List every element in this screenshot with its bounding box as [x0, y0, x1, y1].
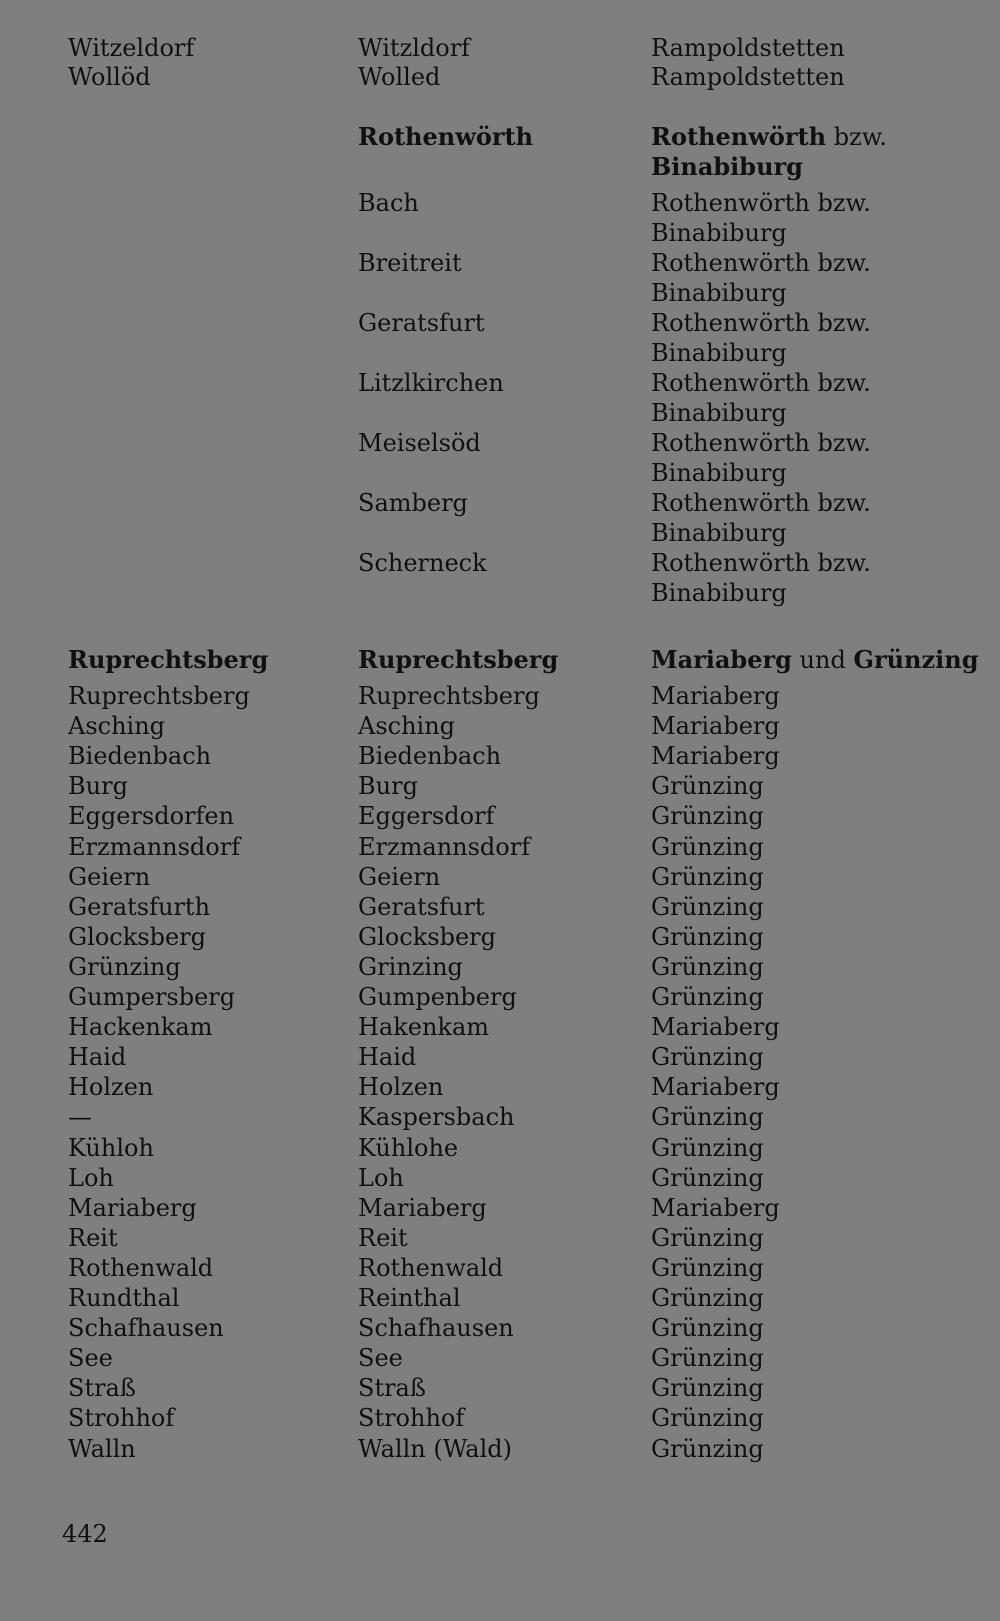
parish-cell: Grünzing [651, 983, 764, 1011]
parish-cell: Grünzing [651, 1374, 764, 1402]
section-heading-parish [651, 645, 978, 675]
table-row [0, 1403, 1000, 1433]
current-name-cell: Kühlohe [358, 1134, 459, 1162]
current-name-cell: Ruprechtsberg [358, 682, 540, 710]
table-row [0, 1163, 1000, 1193]
table-row [0, 488, 1000, 518]
parish-cell: Grünzing [651, 1284, 764, 1312]
parish-cell: Grünzing [651, 1404, 764, 1432]
heading-normal-text: bzw. [833, 123, 888, 151]
current-name-cell: Holzen [358, 1073, 444, 1101]
heading-bold-text: Mariaberg [651, 645, 792, 674]
current-name-cell: See [358, 1344, 403, 1372]
parish-cell: Grünzing [651, 953, 764, 981]
table-row-continuation [0, 578, 1000, 608]
parish-cell: Rampoldstetten [651, 34, 845, 62]
current-name-cell: Straß [358, 1374, 426, 1402]
current-name-cell: Eggersdorf [358, 802, 495, 830]
old-name-cell: Hackenkam [68, 1013, 213, 1041]
old-name-cell: Geiern [68, 863, 151, 891]
old-name-cell: Strohhof [68, 1404, 175, 1432]
parish-cell: Mariaberg [651, 682, 780, 710]
old-name-cell: Mariaberg [68, 1194, 197, 1222]
parish-cell: Grünzing [651, 1224, 764, 1252]
old-name-cell: Loh [68, 1164, 114, 1192]
parish-cell-line2: Binabiburg [651, 579, 787, 607]
section-heading-parish-line2: Binabiburg [651, 152, 803, 181]
parish-cell: Rothenwörth bzw. [651, 369, 871, 397]
table-row [0, 1313, 1000, 1343]
current-name-cell: Meiselsöd [358, 429, 481, 457]
current-name-cell: Biedenbach [358, 742, 502, 770]
old-name-cell: Ruprechtsberg [68, 682, 250, 710]
current-name-cell: Geratsfurt [358, 309, 485, 337]
current-name-cell: Bach [358, 189, 419, 217]
old-name-cell: Reit [68, 1224, 118, 1252]
old-name-cell: Glocksberg [68, 923, 206, 951]
parish-cell: Rothenwörth bzw. [651, 549, 871, 577]
old-name-cell: Rothenwald [68, 1254, 214, 1282]
parish-cell: Grünzing [651, 1314, 764, 1342]
parish-cell: Grünzing [651, 1134, 764, 1162]
parish-cell: Grünzing [651, 1344, 764, 1372]
parish-cell: Rothenwörth bzw. [651, 429, 871, 457]
table-row [0, 771, 1000, 801]
heading-normal-text: und [799, 646, 846, 674]
table-row [0, 548, 1000, 578]
table-row-continuation [0, 398, 1000, 428]
parish-cell-line2: Binabiburg [651, 459, 787, 487]
current-name-cell: Burg [358, 772, 418, 800]
table-row [0, 1343, 1000, 1373]
parish-cell: Grünzing [651, 1103, 764, 1131]
table-row [0, 982, 1000, 1012]
old-name-cell: Wollöd [68, 63, 151, 91]
current-name-cell: Schafhausen [358, 1314, 514, 1342]
parish-cell: Rothenwörth bzw. [651, 189, 871, 217]
parish-cell: Mariaberg [651, 1013, 780, 1041]
table-row [0, 188, 1000, 218]
table-row-continuation [0, 278, 1000, 308]
section-header-line2 [0, 152, 1000, 182]
table-row [0, 1283, 1000, 1313]
current-name-cell: Reit [358, 1224, 408, 1252]
parish-cell-line2: Binabiburg [651, 519, 787, 547]
section-heading: Rothenwörth [358, 122, 534, 151]
table-row-continuation [0, 518, 1000, 548]
old-name-cell: See [68, 1344, 113, 1372]
table-row [0, 832, 1000, 862]
table-row [0, 308, 1000, 338]
table-row [0, 1434, 1000, 1464]
current-name-cell: Hakenkam [358, 1013, 490, 1041]
current-name-cell: Rothenwald [358, 1254, 504, 1282]
parish-cell: Grünzing [651, 1043, 764, 1071]
section-heading-old: Ruprechtsberg [68, 645, 269, 674]
old-name-cell: Gumpersberg [68, 983, 236, 1011]
old-name-cell: Holzen [68, 1073, 154, 1101]
parish-cell: Grünzing [651, 772, 764, 800]
current-name-cell: Loh [358, 1164, 404, 1192]
current-name-cell: Reinthal [358, 1284, 461, 1312]
old-name-cell: Haid [68, 1043, 127, 1071]
parish-cell: Grünzing [651, 863, 764, 891]
parish-cell: Rampoldstetten [651, 63, 845, 91]
old-name-cell: Eggersdorfen [68, 802, 235, 830]
old-name-cell: Witzeldorf [68, 34, 195, 62]
table-row [0, 33, 1000, 63]
table-row [0, 711, 1000, 741]
current-name-cell: Wolled [358, 63, 441, 91]
old-name-cell: Kühloh [68, 1134, 154, 1162]
parish-cell: Mariaberg [651, 742, 780, 770]
table-row [0, 62, 1000, 92]
table-row-continuation [0, 458, 1000, 488]
section-heading-current: Ruprechtsberg [358, 645, 559, 674]
parish-cell: Grünzing [651, 1254, 764, 1282]
old-name-cell: Asching [68, 712, 166, 740]
old-name-cell: Geratsfurth [68, 893, 211, 921]
section-heading-parish [651, 122, 887, 152]
table-row [0, 1102, 1000, 1132]
current-name-cell: Gumpenberg [358, 983, 517, 1011]
table-row [0, 1223, 1000, 1253]
current-name-cell: Grinzing [358, 953, 463, 981]
parish-cell: Grünzing [651, 833, 764, 861]
table-row [0, 1133, 1000, 1163]
parish-cell: Grünzing [651, 923, 764, 951]
old-name-cell: Biedenbach [68, 742, 212, 770]
table-row [0, 1373, 1000, 1403]
current-name-cell: Scherneck [358, 549, 487, 577]
parish-cell-line2: Binabiburg [651, 339, 787, 367]
old-name-cell: Walln [68, 1435, 136, 1463]
old-name-cell: Grünzing [68, 953, 181, 981]
table-row [0, 681, 1000, 711]
table-row [0, 922, 1000, 952]
page-number: 442 [62, 1520, 108, 1548]
table-row [0, 1253, 1000, 1283]
current-name-cell: Breitreit [358, 249, 462, 277]
table-row [0, 741, 1000, 771]
current-name-cell: Samberg [358, 489, 468, 517]
table-row [0, 1012, 1000, 1042]
parish-cell: Mariaberg [651, 1073, 780, 1101]
table-row [0, 952, 1000, 982]
table-row [0, 368, 1000, 398]
parish-cell: Rothenwörth bzw. [651, 249, 871, 277]
parish-cell: Mariaberg [651, 712, 780, 740]
table-row-continuation [0, 218, 1000, 248]
current-name-cell: Geiern [358, 863, 441, 891]
current-name-cell: Witzldorf [358, 34, 471, 62]
parish-cell: Grünzing [651, 802, 764, 830]
parish-cell-line2: Binabiburg [651, 279, 787, 307]
old-name-cell: Burg [68, 772, 128, 800]
parish-cell: Grünzing [651, 1435, 764, 1463]
current-name-cell: Strohhof [358, 1404, 465, 1432]
current-name-cell: Mariaberg [358, 1194, 487, 1222]
current-name-cell: Geratsfurt [358, 893, 485, 921]
table-row [0, 862, 1000, 892]
parish-cell: Grünzing [651, 893, 764, 921]
parish-cell-line2: Binabiburg [651, 399, 787, 427]
table-row [0, 892, 1000, 922]
old-name-cell: — [68, 1103, 92, 1131]
heading-bold-text: Grünzing [853, 645, 979, 674]
section-header [0, 645, 1000, 675]
table-row [0, 248, 1000, 278]
old-name-cell: Straß [68, 1374, 136, 1402]
current-name-cell: Litzlkirchen [358, 369, 504, 397]
parish-cell: Mariaberg [651, 1194, 780, 1222]
old-name-cell: Schafhausen [68, 1314, 224, 1342]
old-name-cell: Erzmannsdorf [68, 833, 241, 861]
parish-cell: Grünzing [651, 1164, 764, 1192]
current-name-cell: Haid [358, 1043, 417, 1071]
parish-cell: Rothenwörth bzw. [651, 309, 871, 337]
current-name-cell: Erzmannsdorf [358, 833, 531, 861]
section-header [0, 122, 1000, 152]
current-name-cell: Glocksberg [358, 923, 496, 951]
current-name-cell: Walln (Wald) [358, 1435, 512, 1463]
parish-cell: Rothenwörth bzw. [651, 489, 871, 517]
old-name-cell: Rundthal [68, 1284, 180, 1312]
parish-cell-line2: Binabiburg [651, 219, 787, 247]
table-row [0, 1042, 1000, 1072]
current-name-cell: Asching [358, 712, 456, 740]
heading-bold-text: Rothenwörth [651, 122, 827, 151]
table-row [0, 1072, 1000, 1102]
current-name-cell: Kaspersbach [358, 1103, 515, 1131]
table-row [0, 428, 1000, 458]
table-row [0, 1193, 1000, 1223]
table-row [0, 801, 1000, 831]
table-row-continuation [0, 338, 1000, 368]
